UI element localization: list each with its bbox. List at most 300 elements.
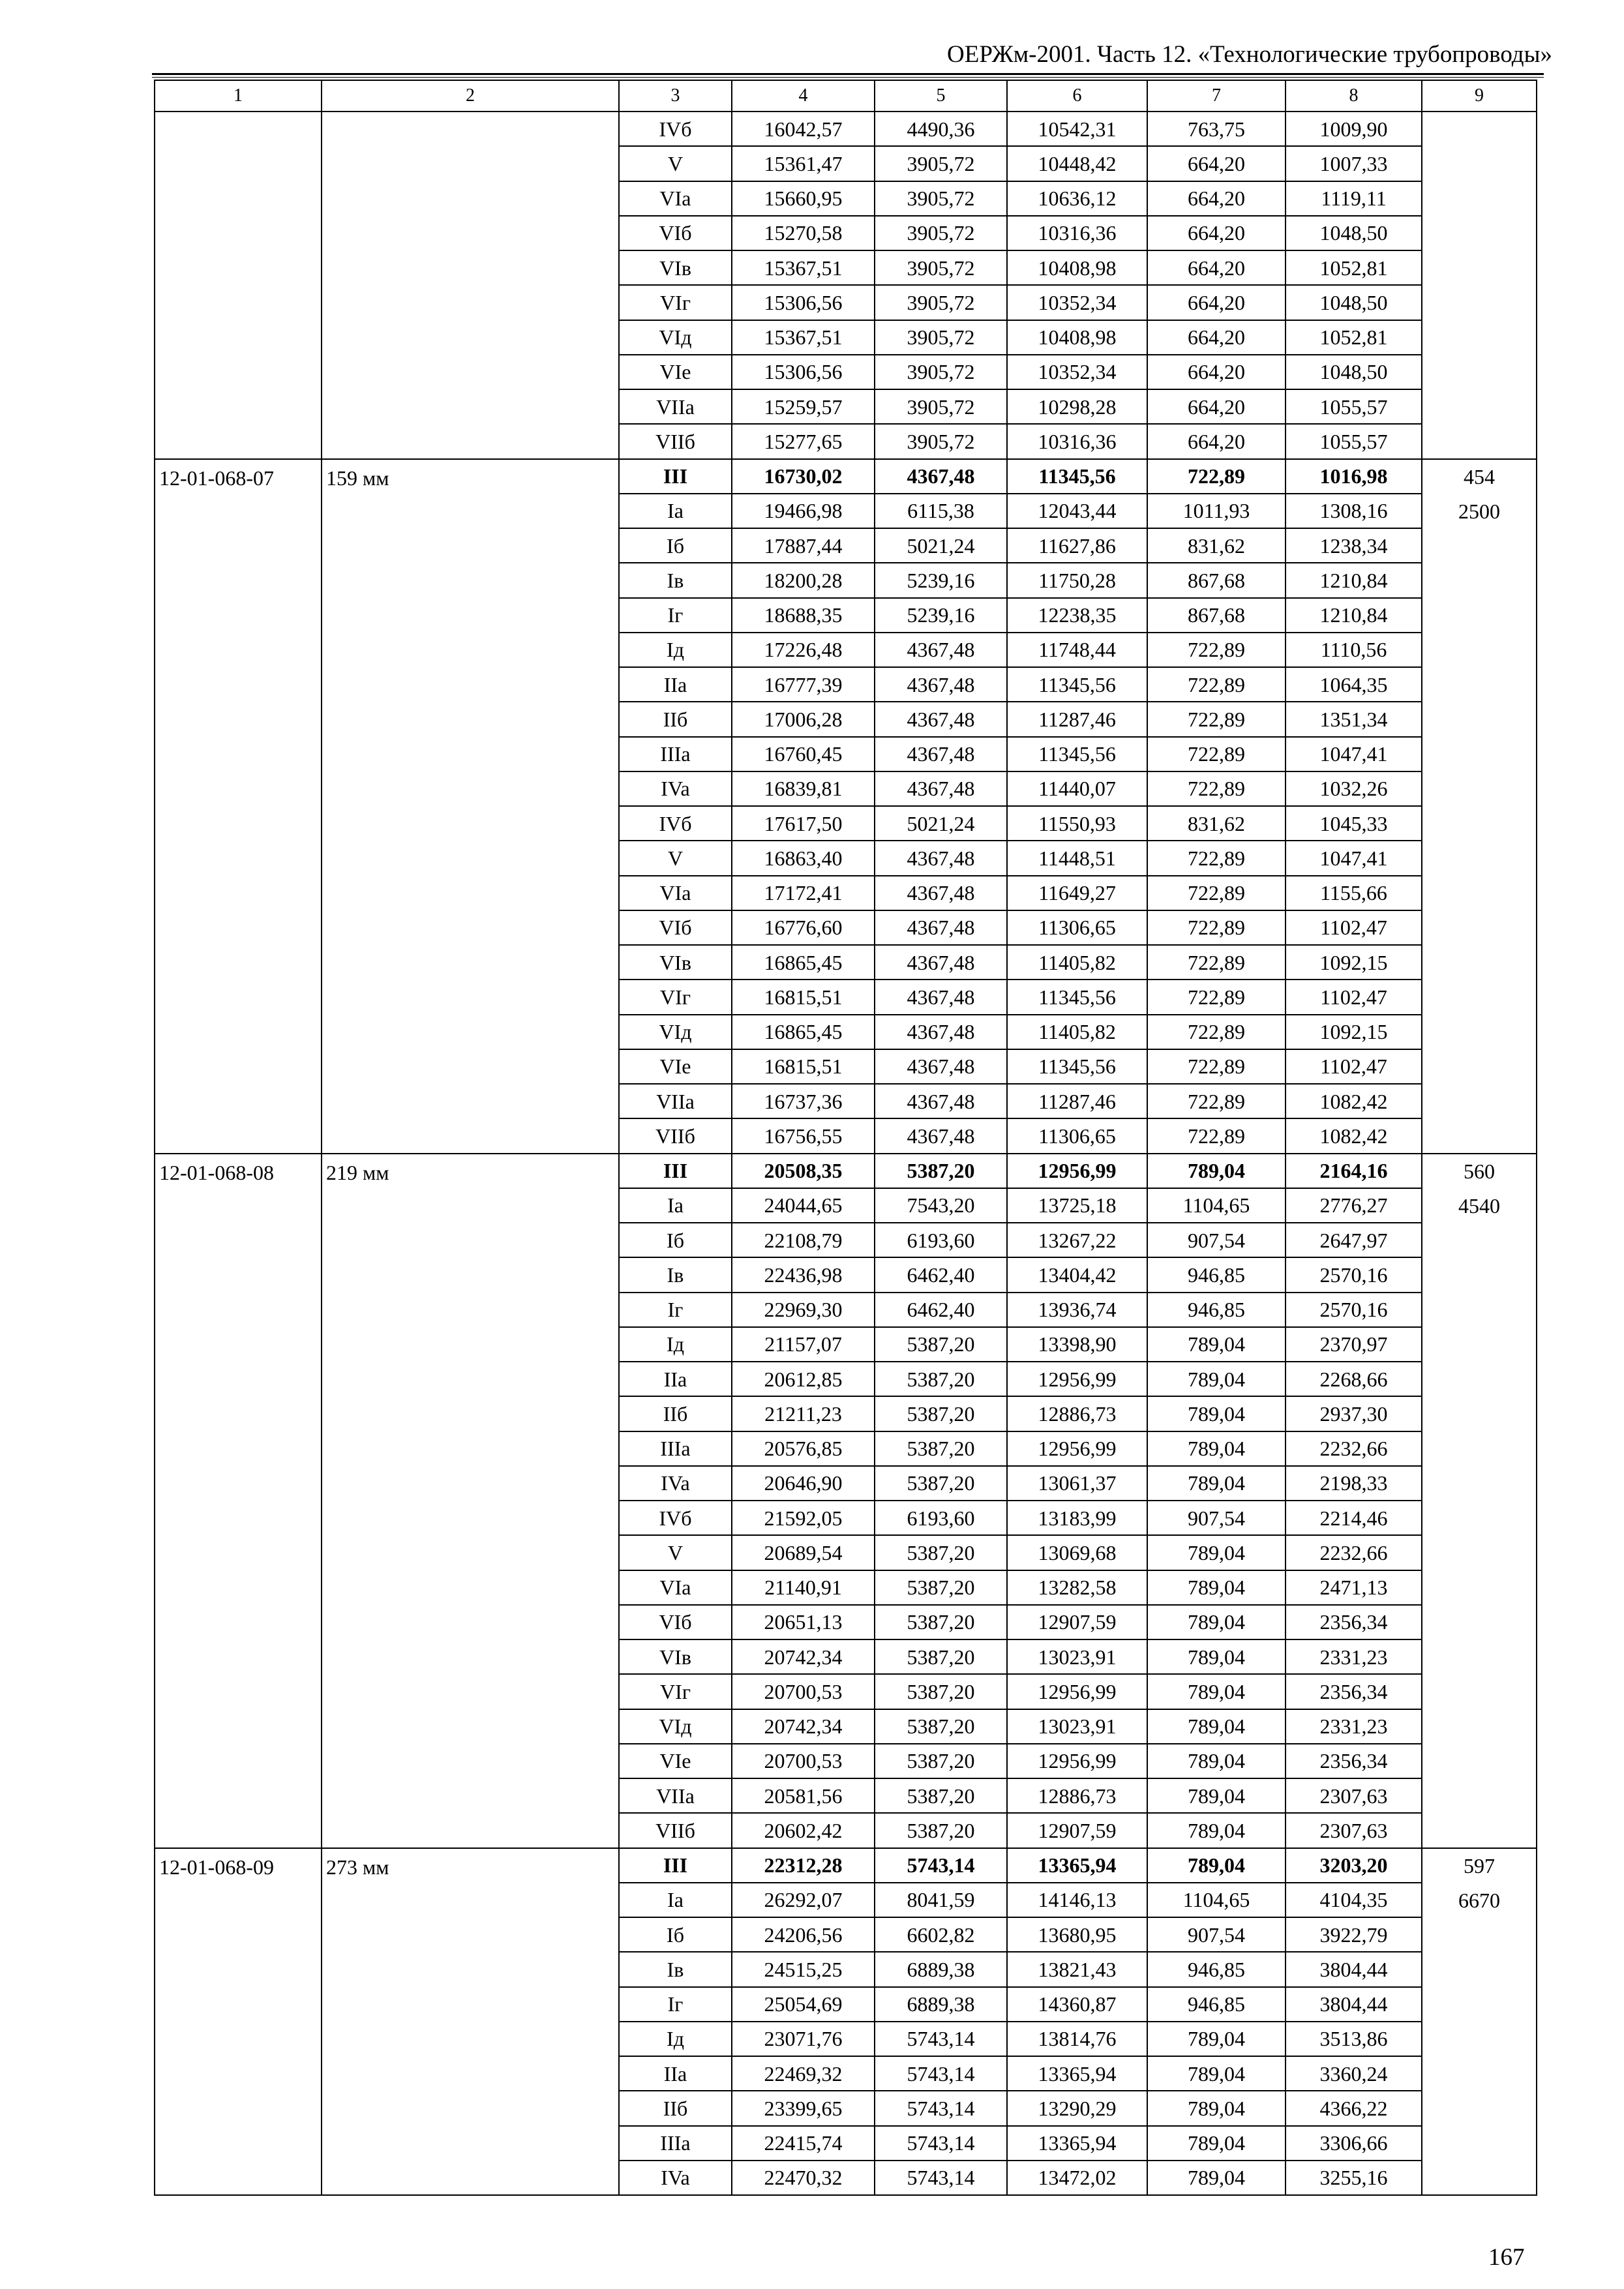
value-cell-c6: 14146,13 bbox=[1007, 1883, 1147, 1917]
value-cell-c5: 5743,14 bbox=[875, 2056, 1007, 2091]
extra-value: 6670 bbox=[1458, 1888, 1500, 1912]
value-cell-c7: 722,89 bbox=[1147, 841, 1286, 875]
value-cell-c5: 4367,48 bbox=[875, 841, 1007, 875]
value-cell-c8: 1048,50 bbox=[1286, 355, 1422, 389]
category-cell: IIб bbox=[619, 2091, 732, 2125]
value-cell-c8: 2647,97 bbox=[1286, 1223, 1422, 1257]
value-cell-c5: 5387,20 bbox=[875, 1674, 1007, 1709]
value-cell-c4: 16756,55 bbox=[732, 1118, 875, 1153]
value-cell-c8: 2232,66 bbox=[1286, 1431, 1422, 1466]
value-cell-c8: 1155,66 bbox=[1286, 876, 1422, 910]
value-cell-c5: 5387,20 bbox=[875, 1639, 1007, 1674]
column-number-row bbox=[155, 80, 1537, 112]
extra-value-cell bbox=[1422, 1848, 1537, 2196]
extra-value: 597 bbox=[1464, 1853, 1495, 1878]
value-cell-c5: 5387,20 bbox=[875, 1466, 1007, 1501]
value-cell-c8: 1092,15 bbox=[1286, 945, 1422, 980]
value-cell-c6: 13680,95 bbox=[1007, 1917, 1147, 1952]
page-header-title: ОЕРЖм-2001. Часть 12. «Технологические трубопроводы» bbox=[947, 41, 1552, 68]
value-cell-c8: 1102,47 bbox=[1286, 1049, 1422, 1084]
value-cell-c6: 13821,43 bbox=[1007, 1952, 1147, 1986]
value-cell-c8: 1102,47 bbox=[1286, 910, 1422, 945]
value-cell-c6: 13814,76 bbox=[1007, 2022, 1147, 2056]
value-cell-c7: 789,04 bbox=[1147, 1778, 1286, 1813]
value-cell-c8: 2937,30 bbox=[1286, 1396, 1422, 1431]
extra-value: 2500 bbox=[1458, 499, 1500, 523]
value-cell-c6: 11345,56 bbox=[1007, 667, 1147, 702]
table-row bbox=[155, 459, 1537, 494]
value-cell-c8: 1210,84 bbox=[1286, 563, 1422, 597]
column-number: 5 bbox=[875, 80, 1007, 112]
value-cell-c7: 664,20 bbox=[1147, 355, 1286, 389]
value-cell-c8: 1048,50 bbox=[1286, 216, 1422, 250]
value-cell-c8: 1052,81 bbox=[1286, 250, 1422, 285]
value-cell-c6: 13404,42 bbox=[1007, 1257, 1147, 1292]
value-cell-c6: 10298,28 bbox=[1007, 389, 1147, 424]
value-cell-c5: 6193,60 bbox=[875, 1501, 1007, 1535]
value-cell-c7: 722,89 bbox=[1147, 1084, 1286, 1118]
value-cell-c8: 1009,90 bbox=[1286, 112, 1422, 146]
value-cell-c7: 722,89 bbox=[1147, 876, 1286, 910]
value-cell-c8: 2307,63 bbox=[1286, 1813, 1422, 1848]
category-cell: VIIa bbox=[619, 389, 732, 424]
value-cell-c7: 867,68 bbox=[1147, 563, 1286, 597]
category-cell: VIa bbox=[619, 181, 732, 216]
category-cell: VIIб bbox=[619, 424, 732, 458]
value-cell-c5: 5021,24 bbox=[875, 528, 1007, 563]
rate-code-cell: 12-01-068-08 bbox=[155, 1154, 322, 1848]
value-cell-c5: 3905,72 bbox=[875, 146, 1007, 181]
value-cell-c8: 2268,66 bbox=[1286, 1362, 1422, 1396]
value-cell-c4: 24206,56 bbox=[732, 1917, 875, 1952]
category-cell: VIг bbox=[619, 1674, 732, 1709]
value-cell-c5: 5743,14 bbox=[875, 2091, 1007, 2125]
value-cell-c4: 19466,98 bbox=[732, 494, 875, 528]
value-cell-c8: 2307,63 bbox=[1286, 1778, 1422, 1813]
value-cell-c4: 16776,60 bbox=[732, 910, 875, 945]
value-cell-c5: 4367,48 bbox=[875, 980, 1007, 1014]
value-cell-c4: 26292,07 bbox=[732, 1883, 875, 1917]
category-cell: IVa bbox=[619, 1466, 732, 1501]
value-cell-c4: 16760,45 bbox=[732, 737, 875, 771]
value-cell-c4: 18200,28 bbox=[732, 563, 875, 597]
extra-value-cell bbox=[1422, 459, 1537, 1154]
value-cell-c4: 17617,50 bbox=[732, 806, 875, 841]
value-cell-c6: 13023,91 bbox=[1007, 1639, 1147, 1674]
value-cell-c7: 789,04 bbox=[1147, 1570, 1286, 1605]
value-cell-c6: 12956,99 bbox=[1007, 1744, 1147, 1778]
value-cell-c8: 2356,34 bbox=[1286, 1674, 1422, 1709]
value-cell-c4: 21592,05 bbox=[732, 1501, 875, 1535]
value-cell-c6: 11448,51 bbox=[1007, 841, 1147, 875]
value-cell-c6: 13023,91 bbox=[1007, 1709, 1147, 1744]
extra-value: 560 bbox=[1464, 1159, 1495, 1183]
value-cell-c6: 13936,74 bbox=[1007, 1293, 1147, 1327]
value-cell-c6: 13365,94 bbox=[1007, 1848, 1147, 1883]
value-cell-c5: 4367,48 bbox=[875, 1118, 1007, 1153]
value-cell-c4: 22969,30 bbox=[732, 1293, 875, 1327]
value-cell-c4: 15660,95 bbox=[732, 181, 875, 216]
value-cell-c7: 789,04 bbox=[1147, 1674, 1286, 1709]
value-cell-c5: 5239,16 bbox=[875, 563, 1007, 597]
category-cell: III bbox=[619, 1848, 732, 1883]
value-cell-c5: 4367,48 bbox=[875, 771, 1007, 806]
value-cell-c6: 11649,27 bbox=[1007, 876, 1147, 910]
rates-table bbox=[154, 80, 1537, 2196]
category-cell: IIб bbox=[619, 702, 732, 736]
value-cell-c7: 907,54 bbox=[1147, 1917, 1286, 1952]
value-cell-c5: 3905,72 bbox=[875, 285, 1007, 320]
value-cell-c4: 16863,40 bbox=[732, 841, 875, 875]
value-cell-c6: 10316,36 bbox=[1007, 216, 1147, 250]
value-cell-c7: 664,20 bbox=[1147, 146, 1286, 181]
value-cell-c7: 664,20 bbox=[1147, 320, 1286, 355]
value-cell-c7: 722,89 bbox=[1147, 459, 1286, 494]
category-cell: VIa bbox=[619, 876, 732, 910]
value-cell-c4: 15277,65 bbox=[732, 424, 875, 458]
value-cell-c4: 20602,42 bbox=[732, 1813, 875, 1848]
value-cell-c4: 20742,34 bbox=[732, 1639, 875, 1674]
value-cell-c5: 5387,20 bbox=[875, 1327, 1007, 1362]
category-cell: VIд bbox=[619, 1709, 732, 1744]
value-cell-c8: 1047,41 bbox=[1286, 841, 1422, 875]
value-cell-c7: 789,04 bbox=[1147, 1744, 1286, 1778]
value-cell-c7: 664,20 bbox=[1147, 250, 1286, 285]
category-cell: IIб bbox=[619, 1396, 732, 1431]
value-cell-c4: 17172,41 bbox=[732, 876, 875, 910]
value-cell-c5: 4490,36 bbox=[875, 112, 1007, 146]
value-cell-c7: 907,54 bbox=[1147, 1501, 1286, 1535]
value-cell-c6: 11550,93 bbox=[1007, 806, 1147, 841]
value-cell-c8: 1016,98 bbox=[1286, 459, 1422, 494]
value-cell-c4: 20612,85 bbox=[732, 1362, 875, 1396]
value-cell-c5: 5387,20 bbox=[875, 1778, 1007, 1813]
category-cell: IVa bbox=[619, 2161, 732, 2195]
value-cell-c6: 12956,99 bbox=[1007, 1362, 1147, 1396]
value-cell-c8: 2570,16 bbox=[1286, 1293, 1422, 1327]
value-cell-c5: 4367,48 bbox=[875, 667, 1007, 702]
category-cell: VIд bbox=[619, 320, 732, 355]
value-cell-c8: 2776,27 bbox=[1286, 1188, 1422, 1223]
value-cell-c5: 4367,48 bbox=[875, 459, 1007, 494]
column-number: 3 bbox=[619, 80, 732, 112]
value-cell-c4: 18688,35 bbox=[732, 598, 875, 633]
category-cell: IVб bbox=[619, 806, 732, 841]
value-cell-c4: 22108,79 bbox=[732, 1223, 875, 1257]
value-cell-c5: 3905,72 bbox=[875, 424, 1007, 458]
value-cell-c8: 1047,41 bbox=[1286, 737, 1422, 771]
value-cell-c8: 2214,46 bbox=[1286, 1501, 1422, 1535]
value-cell-c5: 5021,24 bbox=[875, 806, 1007, 841]
value-cell-c6: 13398,90 bbox=[1007, 1327, 1147, 1362]
category-cell: VIб bbox=[619, 216, 732, 250]
value-cell-c7: 789,04 bbox=[1147, 2056, 1286, 2091]
value-cell-c6: 10636,12 bbox=[1007, 181, 1147, 216]
value-cell-c6: 12907,59 bbox=[1007, 1813, 1147, 1848]
value-cell-c7: 664,20 bbox=[1147, 216, 1286, 250]
category-cell: VIе bbox=[619, 355, 732, 389]
value-cell-c5: 4367,48 bbox=[875, 1084, 1007, 1118]
category-cell: VIд bbox=[619, 1015, 732, 1049]
value-cell-c8: 2331,23 bbox=[1286, 1639, 1422, 1674]
category-cell: Iв bbox=[619, 563, 732, 597]
value-cell-c6: 13365,94 bbox=[1007, 2126, 1147, 2161]
value-cell-c7: 722,89 bbox=[1147, 1015, 1286, 1049]
value-cell-c8: 1032,26 bbox=[1286, 771, 1422, 806]
value-cell-c5: 5387,20 bbox=[875, 1570, 1007, 1605]
value-cell-c5: 5743,14 bbox=[875, 1848, 1007, 1883]
value-cell-c8: 3922,79 bbox=[1286, 1917, 1422, 1952]
value-cell-c8: 1119,11 bbox=[1286, 181, 1422, 216]
value-cell-c5: 5387,20 bbox=[875, 1535, 1007, 1570]
value-cell-c6: 11306,65 bbox=[1007, 910, 1147, 945]
value-cell-c6: 13472,02 bbox=[1007, 2161, 1147, 2195]
value-cell-c7: 789,04 bbox=[1147, 2022, 1286, 2056]
value-cell-c6: 12956,99 bbox=[1007, 1431, 1147, 1466]
extra-value: 4540 bbox=[1458, 1193, 1500, 1218]
value-cell-c5: 4367,48 bbox=[875, 1015, 1007, 1049]
value-cell-c8: 2370,97 bbox=[1286, 1327, 1422, 1362]
value-cell-c8: 1102,47 bbox=[1286, 980, 1422, 1014]
value-cell-c4: 25054,69 bbox=[732, 1987, 875, 2022]
value-cell-c6: 11345,56 bbox=[1007, 1049, 1147, 1084]
category-cell: IIa bbox=[619, 2056, 732, 2091]
category-cell: VIг bbox=[619, 285, 732, 320]
value-cell-c8: 3306,66 bbox=[1286, 2126, 1422, 2161]
value-cell-c5: 3905,72 bbox=[875, 181, 1007, 216]
value-cell-c8: 1048,50 bbox=[1286, 285, 1422, 320]
category-cell: IVб bbox=[619, 1501, 732, 1535]
category-cell: VIб bbox=[619, 1605, 732, 1639]
value-cell-c4: 15259,57 bbox=[732, 389, 875, 424]
value-cell-c7: 722,89 bbox=[1147, 702, 1286, 736]
value-cell-c8: 1055,57 bbox=[1286, 389, 1422, 424]
value-cell-c4: 15361,47 bbox=[732, 146, 875, 181]
value-cell-c4: 20581,56 bbox=[732, 1778, 875, 1813]
value-cell-c6: 12043,44 bbox=[1007, 494, 1147, 528]
value-cell-c5: 6462,40 bbox=[875, 1293, 1007, 1327]
value-cell-c7: 946,85 bbox=[1147, 1293, 1286, 1327]
category-cell: IIIa bbox=[619, 1431, 732, 1466]
value-cell-c8: 2164,16 bbox=[1286, 1154, 1422, 1188]
value-cell-c8: 3255,16 bbox=[1286, 2161, 1422, 2195]
column-number: 2 bbox=[322, 80, 619, 112]
value-cell-c7: 789,04 bbox=[1147, 1813, 1286, 1848]
value-cell-c6: 10542,31 bbox=[1007, 112, 1147, 146]
value-cell-c5: 4367,48 bbox=[875, 910, 1007, 945]
value-cell-c5: 4367,48 bbox=[875, 633, 1007, 667]
category-cell: VIе bbox=[619, 1744, 732, 1778]
value-cell-c8: 4104,35 bbox=[1286, 1883, 1422, 1917]
value-cell-c4: 22436,98 bbox=[732, 1257, 875, 1292]
value-cell-c8: 4366,22 bbox=[1286, 2091, 1422, 2125]
value-cell-c7: 789,04 bbox=[1147, 2126, 1286, 2161]
value-cell-c7: 1011,93 bbox=[1147, 494, 1286, 528]
value-cell-c8: 1055,57 bbox=[1286, 424, 1422, 458]
value-cell-c5: 3905,72 bbox=[875, 216, 1007, 250]
category-cell: Iб bbox=[619, 1223, 732, 1257]
extra-value-cell bbox=[1422, 1154, 1537, 1848]
value-cell-c6: 12886,73 bbox=[1007, 1778, 1147, 1813]
value-cell-c5: 3905,72 bbox=[875, 355, 1007, 389]
value-cell-c5: 6462,40 bbox=[875, 1257, 1007, 1292]
value-cell-c6: 13069,68 bbox=[1007, 1535, 1147, 1570]
value-cell-c7: 946,85 bbox=[1147, 1257, 1286, 1292]
value-cell-c6: 10352,34 bbox=[1007, 355, 1147, 389]
value-cell-c5: 6889,38 bbox=[875, 1952, 1007, 1986]
value-cell-c6: 13061,37 bbox=[1007, 1466, 1147, 1501]
column-number: 9 bbox=[1422, 80, 1537, 112]
value-cell-c5: 6115,38 bbox=[875, 494, 1007, 528]
value-cell-c7: 907,54 bbox=[1147, 1223, 1286, 1257]
value-cell-c7: 722,89 bbox=[1147, 945, 1286, 980]
value-cell-c6: 11306,65 bbox=[1007, 1118, 1147, 1153]
value-cell-c4: 16865,45 bbox=[732, 1015, 875, 1049]
value-cell-c4: 16815,51 bbox=[732, 980, 875, 1014]
category-cell: Iд bbox=[619, 633, 732, 667]
value-cell-c4: 15306,56 bbox=[732, 285, 875, 320]
value-cell-c7: 789,04 bbox=[1147, 1431, 1286, 1466]
value-cell-c6: 13725,18 bbox=[1007, 1188, 1147, 1223]
value-cell-c4: 16839,81 bbox=[732, 771, 875, 806]
category-cell: V bbox=[619, 1535, 732, 1570]
value-cell-c5: 4367,48 bbox=[875, 737, 1007, 771]
value-cell-c6: 12956,99 bbox=[1007, 1154, 1147, 1188]
value-cell-c4: 20742,34 bbox=[732, 1709, 875, 1744]
category-cell: V bbox=[619, 841, 732, 875]
value-cell-c4: 16042,57 bbox=[732, 112, 875, 146]
value-cell-c6: 11345,56 bbox=[1007, 737, 1147, 771]
extra-value: 454 bbox=[1464, 464, 1495, 488]
value-cell-c4: 22415,74 bbox=[732, 2126, 875, 2161]
value-cell-c7: 1104,65 bbox=[1147, 1883, 1286, 1917]
value-cell-c6: 11345,56 bbox=[1007, 459, 1147, 494]
value-cell-c5: 6602,82 bbox=[875, 1917, 1007, 1952]
diameter-cell bbox=[322, 112, 619, 459]
category-cell: Iв bbox=[619, 1257, 732, 1292]
value-cell-c8: 3203,20 bbox=[1286, 1848, 1422, 1883]
value-cell-c4: 24044,65 bbox=[732, 1188, 875, 1223]
value-cell-c8: 3360,24 bbox=[1286, 2056, 1422, 2091]
value-cell-c5: 3905,72 bbox=[875, 250, 1007, 285]
value-cell-c8: 1351,34 bbox=[1286, 702, 1422, 736]
value-cell-c7: 763,75 bbox=[1147, 112, 1286, 146]
value-cell-c8: 3513,86 bbox=[1286, 2022, 1422, 2056]
value-cell-c6: 11405,82 bbox=[1007, 945, 1147, 980]
category-cell: III bbox=[619, 459, 732, 494]
value-cell-c4: 20700,53 bbox=[732, 1674, 875, 1709]
category-cell: Iб bbox=[619, 528, 732, 563]
category-cell: VIIб bbox=[619, 1813, 732, 1848]
value-cell-c7: 722,89 bbox=[1147, 737, 1286, 771]
value-cell-c7: 722,89 bbox=[1147, 1049, 1286, 1084]
value-cell-c4: 21157,07 bbox=[732, 1327, 875, 1362]
value-cell-c6: 13282,58 bbox=[1007, 1570, 1147, 1605]
value-cell-c6: 12907,59 bbox=[1007, 1605, 1147, 1639]
value-cell-c5: 5387,20 bbox=[875, 1431, 1007, 1466]
value-cell-c8: 1210,84 bbox=[1286, 598, 1422, 633]
value-cell-c6: 13365,94 bbox=[1007, 2056, 1147, 2091]
rate-code-cell: 12-01-068-09 bbox=[155, 1848, 322, 2196]
value-cell-c4: 16730,02 bbox=[732, 459, 875, 494]
value-cell-c8: 1092,15 bbox=[1286, 1015, 1422, 1049]
value-cell-c6: 12238,35 bbox=[1007, 598, 1147, 633]
value-cell-c4: 22312,28 bbox=[732, 1848, 875, 1883]
category-cell: Ia bbox=[619, 1188, 732, 1223]
value-cell-c8: 1308,16 bbox=[1286, 494, 1422, 528]
category-cell: IIIa bbox=[619, 2126, 732, 2161]
value-cell-c6: 10408,98 bbox=[1007, 250, 1147, 285]
value-cell-c6: 11345,56 bbox=[1007, 980, 1147, 1014]
category-cell: V bbox=[619, 146, 732, 181]
value-cell-c4: 21140,91 bbox=[732, 1570, 875, 1605]
value-cell-c4: 20508,35 bbox=[732, 1154, 875, 1188]
value-cell-c8: 2356,34 bbox=[1286, 1605, 1422, 1639]
value-cell-c5: 3905,72 bbox=[875, 389, 1007, 424]
value-cell-c8: 2471,13 bbox=[1286, 1570, 1422, 1605]
value-cell-c8: 1110,56 bbox=[1286, 633, 1422, 667]
category-cell: III bbox=[619, 1154, 732, 1188]
column-number: 7 bbox=[1147, 80, 1286, 112]
value-cell-c8: 2198,33 bbox=[1286, 1466, 1422, 1501]
column-number: 6 bbox=[1007, 80, 1147, 112]
rate-code-cell bbox=[155, 112, 322, 459]
category-cell: VIе bbox=[619, 1049, 732, 1084]
value-cell-c6: 11748,44 bbox=[1007, 633, 1147, 667]
value-cell-c4: 20700,53 bbox=[732, 1744, 875, 1778]
category-cell: Iг bbox=[619, 598, 732, 633]
value-cell-c7: 831,62 bbox=[1147, 806, 1286, 841]
header-rule-thick bbox=[152, 73, 1544, 75]
value-cell-c8: 1007,33 bbox=[1286, 146, 1422, 181]
value-cell-c8: 1238,34 bbox=[1286, 528, 1422, 563]
value-cell-c6: 12956,99 bbox=[1007, 1674, 1147, 1709]
value-cell-c5: 5743,14 bbox=[875, 2126, 1007, 2161]
value-cell-c4: 21211,23 bbox=[732, 1396, 875, 1431]
category-cell: VIв bbox=[619, 250, 732, 285]
value-cell-c7: 789,04 bbox=[1147, 1327, 1286, 1362]
value-cell-c8: 1045,33 bbox=[1286, 806, 1422, 841]
value-cell-c4: 22469,32 bbox=[732, 2056, 875, 2091]
value-cell-c5: 3905,72 bbox=[875, 320, 1007, 355]
category-cell: IIIa bbox=[619, 737, 732, 771]
value-cell-c7: 789,04 bbox=[1147, 1848, 1286, 1883]
page-number: 167 bbox=[1488, 2244, 1525, 2271]
value-cell-c6: 10316,36 bbox=[1007, 424, 1147, 458]
value-cell-c5: 4367,48 bbox=[875, 876, 1007, 910]
value-cell-c7: 789,04 bbox=[1147, 1396, 1286, 1431]
value-cell-c6: 13267,22 bbox=[1007, 1223, 1147, 1257]
value-cell-c7: 664,20 bbox=[1147, 424, 1286, 458]
category-cell: Ia bbox=[619, 1883, 732, 1917]
value-cell-c5: 4367,48 bbox=[875, 702, 1007, 736]
value-cell-c6: 11750,28 bbox=[1007, 563, 1147, 597]
column-number: 8 bbox=[1286, 80, 1422, 112]
rate-code-cell: 12-01-068-07 bbox=[155, 459, 322, 1154]
value-cell-c5: 5743,14 bbox=[875, 2022, 1007, 2056]
value-cell-c7: 722,89 bbox=[1147, 1118, 1286, 1153]
category-cell: Iв bbox=[619, 1952, 732, 1986]
column-number: 4 bbox=[732, 80, 875, 112]
value-cell-c5: 7543,20 bbox=[875, 1188, 1007, 1223]
table-row bbox=[155, 1848, 1537, 1883]
value-cell-c6: 11287,46 bbox=[1007, 1084, 1147, 1118]
value-cell-c4: 17887,44 bbox=[732, 528, 875, 563]
category-cell: Iд bbox=[619, 2022, 732, 2056]
value-cell-c5: 5387,20 bbox=[875, 1813, 1007, 1848]
category-cell: Iг bbox=[619, 1293, 732, 1327]
value-cell-c8: 2232,66 bbox=[1286, 1535, 1422, 1570]
